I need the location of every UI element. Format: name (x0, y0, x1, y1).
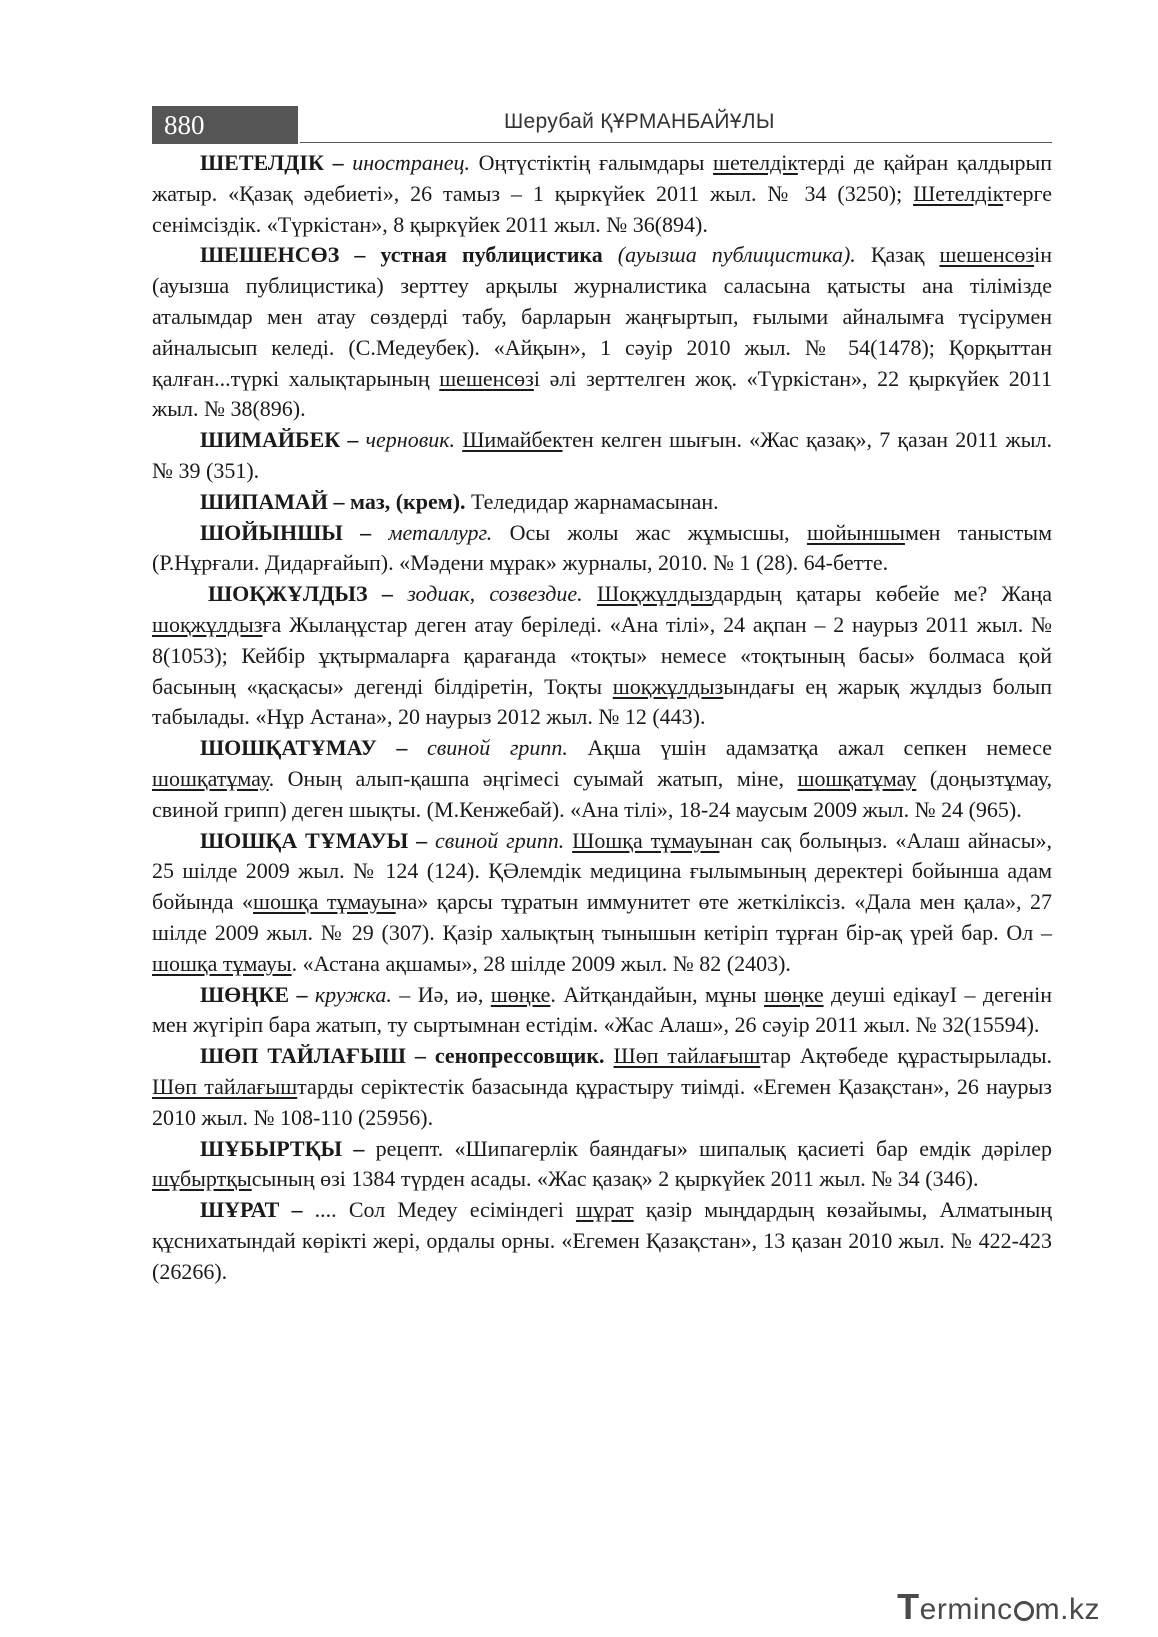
entry-text: .... Сол Медеу есіміндегі (314, 1197, 576, 1223)
headword: ШЕШЕНСӨЗ – (200, 242, 366, 268)
dictionary-entry (152, 425, 1052, 487)
underlined-term: шоқжұлдыз (152, 611, 263, 637)
gloss: черновик. (365, 427, 456, 453)
gloss: металлург. (388, 519, 493, 545)
dictionary-entry (152, 980, 1052, 1042)
entry-text: – Иә, иә, (399, 981, 491, 1007)
dictionary-entry (152, 1195, 1052, 1287)
entry-text: на» қарсы тұратын иммунитет өте жеткіліксіз. «Дала мен қала», 27 шілде 2009 жыл. № 29 (307). Қазір халықтың тынышын кетіріп тұрған бір-ақ үрей бар. Ол – (152, 889, 1052, 945)
dictionary-entry (152, 1041, 1052, 1133)
gloss: кружка. (314, 981, 392, 1007)
entry-text: рецепт. «Шипагерлік баяндағы» шипалық қасиеті бар емдік дәрілер (375, 1135, 1052, 1161)
entry-text: Осы жолы жас жұмысшы, (509, 519, 807, 545)
gloss: иностранец. (352, 150, 470, 175)
entry-text: дардың қатары көбейе ме? Жаңа (712, 581, 1053, 607)
headword: ШҰРАТ – (200, 1197, 303, 1223)
underlined-term: Шөп тайлағыш (152, 1073, 298, 1099)
entry-text: сының өзі 1384 түрден асады. «Жас қазақ» 2 қыркүйек 2011 жыл. № 34 (346). (251, 1166, 979, 1192)
headword: ШӨҢКЕ – (200, 981, 308, 1007)
underlined-term: Шөп тайлағыш (613, 1043, 761, 1069)
dictionary-entry (152, 1134, 1052, 1196)
entry-text: Теледидар жарнамасынан. (471, 488, 719, 514)
headword: ШҰБЫРТҚЫ – (200, 1135, 365, 1161)
underlined-term: шошқа тұмауы (253, 889, 396, 915)
running-head: Шерубай ҚҰРМАНБАЙҰЛЫ (504, 110, 775, 133)
gloss: свиной грипп. (426, 735, 568, 761)
underlined-term: Шоқжұлдыз (596, 581, 713, 607)
headword: ШИПАМАЙ – маз, (крем). (200, 488, 466, 514)
entry-text: тарды серіктестік базасында құрастыру тиімді. «Егемен Қазақстан», 26 наурыз 2010 жыл. № 108-110 (25956). (152, 1073, 1052, 1130)
entry-text: қазір мыңдардың көзайымы, Алматының құснихатындай көрікті жері, ордалы орны. «Егемен Қазақстан», 13 қазан 2010 жыл. № 422-423 (26266). (152, 1197, 1052, 1284)
entry-text: деуші едікауІ – дегенін мен жүгіріп бара жатып, ту сыртымнан естідім. «Жас Алаш», 26 сәуір 2011 жыл. № 32(15594). (152, 981, 1053, 1038)
underlined-term: шошқа тұмауы (152, 950, 292, 976)
entry-text: мен таныстым (Р.Нұрғали. Дидарғайып). «Мәдени мұрак» журналы, 2010. № 1 (28). 64-бетте. (152, 519, 1052, 576)
underlined-term: шойыншы (806, 519, 905, 545)
underlined-term: шұрат (575, 1197, 634, 1223)
entry-text: нан сақ болыңыз. «Алаш айнасы», 25 шілде 2009 жыл. № 124 (124). ҚӘлемдік медицина ғылымының деректері бойынша адам бойында « (152, 827, 1052, 915)
underlined-term: шешенсөз (939, 242, 1035, 268)
underlined-term: Шимайбек (462, 427, 563, 453)
gloss-bold: устная публицистика (380, 242, 603, 268)
underlined-term: шешенсөз (439, 365, 534, 391)
watermark-text: erminc (919, 1593, 1013, 1626)
headword: ШӨП ТАЙЛАҒЫШ – сенопрессовщик. (200, 1043, 605, 1069)
underlined-term: шетелдік (713, 150, 798, 175)
entry-text: тен келген шығын. «Жас қазақ», 7 қазан 2011 жыл. № 39 (351). (152, 427, 1052, 483)
entry-text: . Айтқандайын, мұны (550, 981, 764, 1007)
entry-text: і әлі зерттелген жоқ. «Түркістан», 22 қыркүйек 2011 жыл. № 38(896). (152, 365, 1052, 422)
entry-text: ындағы ең жарық жұлдыз болып табылады. «Нұр Астана», 20 наурыз 2012 жыл. № 12 (443). (152, 673, 1052, 730)
underlined-term: Шетелдік (913, 180, 1004, 206)
dictionary-entry (152, 487, 1052, 518)
headword: ШОШҚАТҰМАУ – (200, 735, 408, 761)
underlined-term: шөңке (490, 981, 551, 1007)
entry-text: ін (ауызша публицистика) зерттеу арқылы журналистика саласына қатысты ана тілімізде аталымдар мен атау сөздерді табу, барларын жаңғыртып, ғылыми айналымға түсірумен айналысып келеді. (С.Медеубек). «Айқын», 1 сәуір 2010 жыл. № 54(1478); Қорқыттан қалған...түркі халықтарының (152, 242, 1052, 391)
page-number: 880 (152, 106, 298, 144)
page-header (152, 106, 1052, 144)
entry-text: Қазақ (870, 242, 940, 268)
headword: ШЕТЕЛДІК – (200, 150, 344, 175)
watermark-text: m.kz (1034, 1593, 1100, 1626)
entry-text (605, 1043, 614, 1068)
entry-text: терді де қайран қалдырып жатыр. «Қазақ әдебиеті», 26 тамыз – 1 қыркүйек 2011 жыл. № 34 (3250); (152, 150, 1053, 206)
underlined-term: Шошқа тұмауы (572, 827, 720, 853)
dictionary-entry (152, 579, 1052, 733)
entry-text: ға Жылаңұстар деген атау беріледі. «Ана тілі», 24 ақпан – 2 наурыз 2011 жыл. № 8(1053); Кейбір ұқтырмаларға қарағанда «тоқты» немесе «тоқтының басы» болмаса қой басының «қасқасы» дегенді білдіретін, Тоқты (152, 611, 1052, 699)
entry-text: тар Ақтөбеде құрастырылады. (760, 1043, 1052, 1069)
entry-text: . Оның алып-қашпа әңгімесі суымай жатып, міне, (268, 765, 798, 791)
dictionary-entry (152, 240, 1052, 425)
termincom-watermark (897, 1586, 1100, 1628)
headword: ШОШҚА ТҰМАУЫ – (200, 827, 428, 853)
gloss: свиной грипп. (435, 827, 565, 853)
underlined-term: шоқжұлдыз (612, 673, 724, 699)
watermark-t-glyph: T (897, 1586, 920, 1627)
headword: ШОЙЫНШЫ – (200, 519, 372, 545)
headword: ШОҚЖҰЛДЫЗ – (208, 581, 393, 607)
underlined-term: шошқатұмау (152, 765, 269, 791)
entry-text: . «Астана ақшамы», 28 шілде 2009 жыл. № 82 (2403). (291, 950, 791, 976)
gloss: (ауызша публицистика). (617, 242, 856, 268)
header-rule (300, 142, 1052, 143)
dictionary-entry (152, 148, 1052, 240)
gloss: зодиак, созвездие. (407, 581, 583, 607)
underlined-term: шұбыртқы (152, 1166, 252, 1192)
dictionary-entry (152, 518, 1052, 580)
entry-text: Оңтүстіктің ғалымдары (478, 150, 714, 175)
headword: ШИМАЙБЕК – (200, 427, 359, 453)
underlined-term: шошқатұмау (797, 765, 917, 791)
dictionary-body (152, 148, 1052, 1287)
dictionary-entry (152, 733, 1052, 825)
dictionary-entry (152, 826, 1052, 980)
entry-text: терге сенімсіздік. «Түркістан», 8 қыркүйек 2011 жыл. № 36(894). (152, 180, 1052, 237)
watermark-o-circle-icon (1014, 1601, 1034, 1621)
underlined-term: шөңке (763, 981, 824, 1007)
entry-text: (доңызтұмау, свиной грипп) деген шықты. (М.Кенжебай). «Ана тілі», 18-24 маусым 2009 жыл. № 24 (965). (152, 765, 1052, 822)
entry-text: Ақша үшін адамзатқа ажал сепкен немесе (587, 735, 1052, 761)
